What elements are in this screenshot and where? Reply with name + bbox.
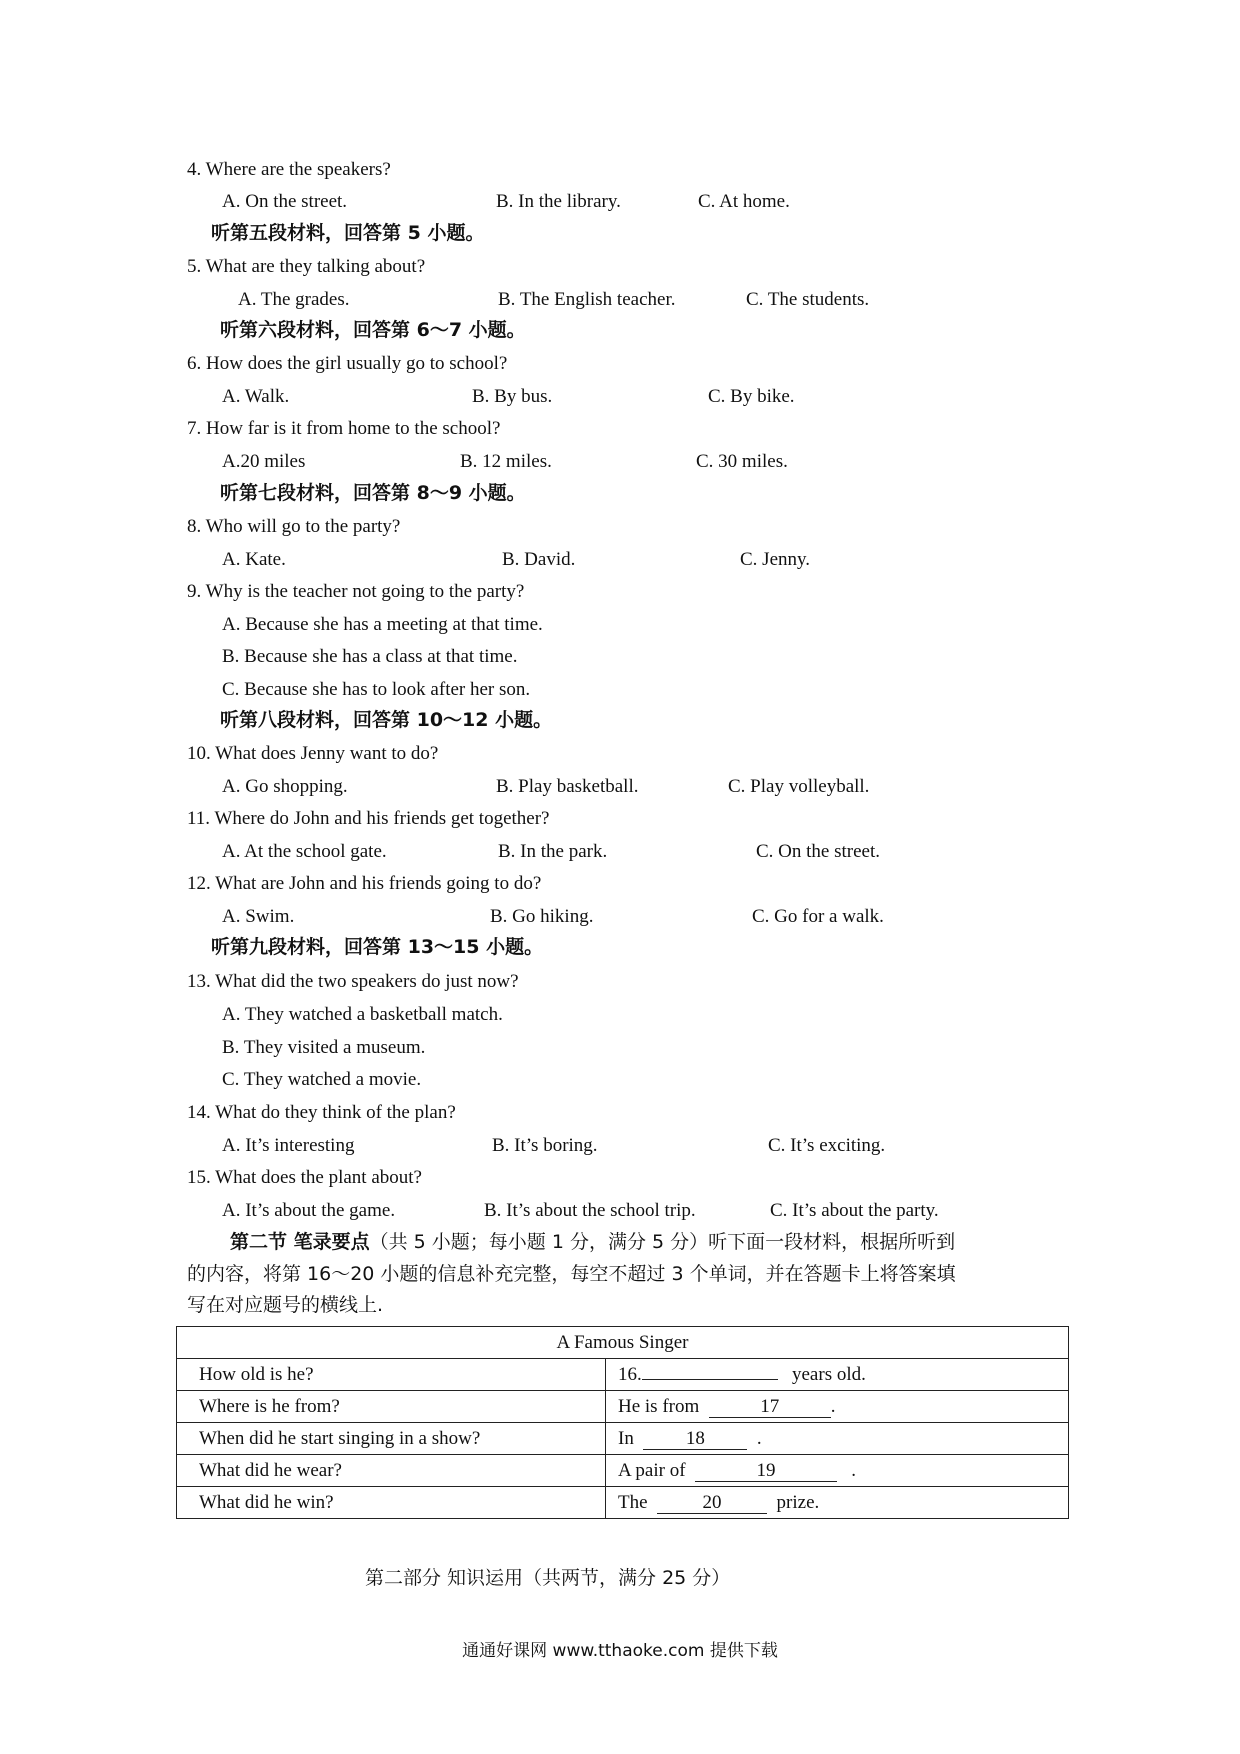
option-8b: B. David. [502, 549, 576, 570]
option-6b: B. By bus. [472, 386, 553, 407]
question-13: 13. What did the two speakers do just now? [187, 971, 519, 992]
option-15c: C. It’s about the party. [770, 1200, 939, 1221]
option-4a: A. On the street. [222, 191, 348, 212]
table-answer-cell [606, 1359, 1069, 1391]
question-4: 4. Where are the speakers? [187, 159, 391, 180]
table-title-row [177, 1327, 1069, 1359]
option-13b: B. They visited a museum. [222, 1037, 426, 1058]
question-6: 6. How does the girl usually go to school? [187, 353, 508, 374]
option-9c: C. Because she has to look after her son. [222, 679, 531, 700]
answer-suffix: years old. [792, 1363, 866, 1385]
option-6c: C. By bike. [708, 386, 795, 407]
answer-suffix: . [851, 1459, 857, 1481]
part2-instruction-line1 [230, 1230, 955, 1255]
answer-suffix: prize. [776, 1491, 820, 1513]
option-8c: C. Jenny. [740, 549, 811, 570]
part2-instruction-rest: （共 5 小题；每小题 1 分，满分 5 分）听下面一段材料，根据所听到 [369, 1231, 956, 1253]
answer-prefix: A pair of [618, 1459, 686, 1481]
option-6a: A. Walk. [222, 386, 290, 407]
table-answer-cell [606, 1423, 1069, 1455]
question-14: 14. What do they think of the plan? [187, 1102, 456, 1123]
answer-prefix: The [618, 1491, 648, 1513]
table-answer-cell [606, 1455, 1069, 1487]
option-4b: B. In the library. [496, 191, 621, 212]
table-answer-cell [606, 1391, 1069, 1423]
option-10c: C. Play volleyball. [728, 776, 870, 797]
option-10b: B. Play basketball. [496, 776, 639, 797]
answer-blank-20[interactable]: 20 [657, 1493, 767, 1514]
option-11c: C. On the street. [756, 841, 881, 862]
table-question: When did he start singing in a show? [177, 1423, 606, 1455]
option-7b: B. 12 miles. [460, 451, 552, 472]
option-14b: B. It’s boring. [492, 1135, 598, 1156]
answer-prefix: He is from [618, 1395, 700, 1417]
answer-blank-17[interactable]: 17 [709, 1397, 831, 1418]
option-5a: A. The grades. [238, 289, 350, 310]
question-15: 15. What does the plant about? [187, 1167, 422, 1188]
question-12: 12. What are John and his friends going to do? [187, 873, 542, 894]
question-9: 9. Why is the teacher not going to the party? [187, 581, 525, 602]
answer-suffix: . [756, 1427, 762, 1449]
answer-blank-19[interactable]: 19 [695, 1461, 837, 1482]
question-5: 5. What are they talking about? [187, 256, 426, 277]
table-row [177, 1423, 1069, 1455]
table-question: What did he win? [177, 1487, 606, 1519]
option-14a: A. It’s interesting [222, 1135, 355, 1156]
answer-blank-18[interactable]: 18 [643, 1429, 747, 1450]
option-5c: C. The students. [746, 289, 870, 310]
table-row [177, 1359, 1069, 1391]
option-7c: C. 30 miles. [696, 451, 788, 472]
question-11: 11. Where do John and his friends get together? [187, 808, 550, 829]
page-footer: 通通好课网 www.tthaoke.com 提供下载 [462, 1641, 778, 1661]
answer-blank-16[interactable] [642, 1379, 778, 1380]
option-12b: B. Go hiking. [490, 906, 594, 927]
famous-singer-table [176, 1326, 1069, 1519]
answer-suffix: . [830, 1395, 836, 1417]
option-11b: B. In the park. [498, 841, 608, 862]
question-8: 8. Who will go to the party? [187, 516, 401, 537]
part-title: 第二部分 知识运用（共两节，满分 25 分） [365, 1567, 731, 1589]
section-header-6: 听第六段材料，回答第 6～7 小题。 [220, 319, 526, 341]
option-14c: C. It’s exciting. [768, 1135, 886, 1156]
option-15b: B. It’s about the school trip. [484, 1200, 696, 1221]
section-header-9: 听第九段材料，回答第 13～15 小题。 [211, 936, 544, 958]
option-12c: C. Go for a walk. [752, 906, 884, 927]
option-9b: B. Because she has a class at that time. [222, 646, 518, 667]
part2-instruction-line3: 写在对应题号的横线上. [187, 1294, 384, 1316]
question-10: 10. What does Jenny want to do? [187, 743, 439, 764]
option-7a: A.20 miles [222, 451, 306, 472]
section-header-5: 听第五段材料，回答第 5 小题。 [211, 222, 485, 244]
table-answer-cell [606, 1487, 1069, 1519]
option-12a: A. Swim. [222, 906, 295, 927]
answer-prefix: In [618, 1427, 634, 1449]
option-13c: C. They watched a movie. [222, 1069, 422, 1090]
part2-heading: 第二节 笔录要点 [230, 1231, 370, 1253]
option-8a: A. Kate. [222, 549, 286, 570]
table-question: What did he wear? [177, 1455, 606, 1487]
option-10a: A. Go shopping. [222, 776, 348, 797]
option-13a: A. They watched a basketball match. [222, 1004, 503, 1025]
part2-instruction-line2: 的内容，将第 16～20 小题的信息补充完整，每空不超过 3 个单词，并在答题卡上将答案填 [187, 1263, 956, 1285]
table-question: How old is he? [177, 1359, 606, 1391]
table-row [177, 1391, 1069, 1423]
table-question: Where is he from? [177, 1391, 606, 1423]
table-row [177, 1455, 1069, 1487]
table-row [177, 1487, 1069, 1519]
section-header-8: 听第八段材料，回答第 10～12 小题。 [220, 709, 553, 731]
option-5b: B. The English teacher. [498, 289, 676, 310]
option-11a: A. At the school gate. [222, 841, 387, 862]
option-15a: A. It’s about the game. [222, 1200, 396, 1221]
answer-prefix: 16. [618, 1363, 642, 1385]
section-header-7: 听第七段材料，回答第 8～9 小题。 [220, 482, 526, 504]
option-4c: C. At home. [698, 191, 790, 212]
question-7: 7. How far is it from home to the school? [187, 418, 501, 439]
table-title: A Famous Singer [177, 1327, 1069, 1359]
option-9a: A. Because she has a meeting at that time. [222, 614, 543, 635]
